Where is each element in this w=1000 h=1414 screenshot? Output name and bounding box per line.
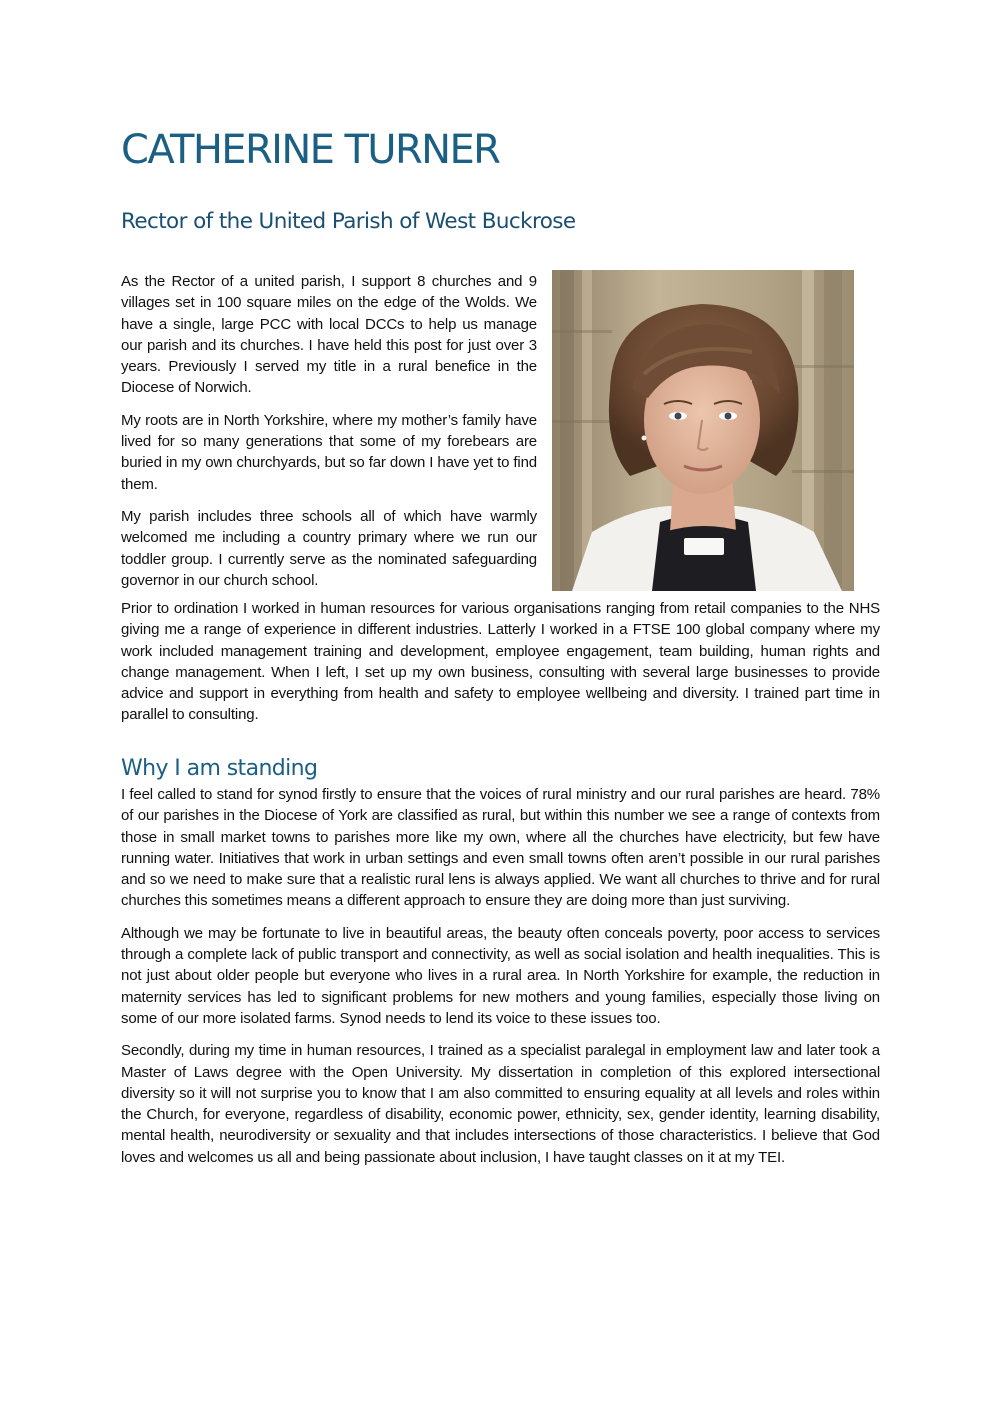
portrait-illustration: [552, 270, 854, 591]
standing-paragraph: Although we may be fortunate to live in beautiful areas, the beauty often conceals poverty, poor access to services through a complete lack of public transport and connectivity, as well as social isolation and health inequalities. This is not just about older people but everyone who lives in a rural area. In North Yorkshire for example, the reduction in maternity services has led to significant problems for new mothers and young families, especially those living on some of our more isolated farms. Synod needs to lend its voice to these issues too.: [121, 924, 880, 1027]
standing-section: [121, 754, 880, 1179]
background-paragraph: Prior to ordination I worked in human resources for various organisations ranging from retail companies to the NHS giving me a range of experience in different industries. Latterly I worked in a FTSE 100 global company where my work included management training and development, employee engagement, team building, human rights and change management. When I left, I set up my own business, consulting with several large businesses to provide advice and support in everything from health and safety to employee wellbeing and diversity. I trained part time in parallel to consulting.: [121, 600, 880, 724]
intro-paragraph: As the Rector of a united parish, I support 8 churches and 9 villages set in 100 square miles on the edge of the Wolds. We have a single, large PCC with local DCCs to help us manage our parish and its churches. I have held this post for just over 3 years. Previously I served my title in a rural benefice in the Diocese of Norwich.: [121, 273, 537, 397]
candidate-role: Rector of the United Parish of West Buckrose: [121, 209, 576, 234]
portrait-photo: [552, 270, 854, 591]
candidate-name: CATHERINE TURNER: [121, 127, 500, 173]
section-heading: Why I am standing: [121, 756, 318, 781]
intro-column: [121, 271, 537, 602]
background-section: [121, 598, 880, 737]
intro-paragraph: My parish includes three schools all of which have warmly welcomed me including a country primary where we run our toddler group. I currently serve as the nominated safeguarding governor in our church school.: [121, 507, 537, 589]
standing-paragraph: I feel called to stand for synod firstly to ensure that the voices of rural ministry and our rural parishes are heard. 78% of our parishes in the Diocese of York are classified as rural, but within this number we see a range of contexts from those in small market towns to parishes more like my own, where all the churches have electricity, but few have running water. Initiatives that work in urban settings and even small towns often aren’t possible in our rural parishes and so we need to make sure that a realistic rural lens is always applied. We want all churches to thrive and for rural churches this sometimes means a different approach to ensure they are doing more than just surviving.: [121, 786, 880, 910]
intro-paragraph: My roots are in North Yorkshire, where my mother’s family have lived for so many generations that some of my forebears are buried in my own churchyards, but so far down I have yet to find them.: [121, 411, 537, 493]
standing-paragraph: Secondly, during my time in human resources, I trained as a specialist paralegal in employment law and later took a Master of Laws degree with the Open University. My dissertation in completion of this explored intersectional diversity so it will not surprise you to know that I am also committed to ensuring equality at all levels and roles within the Church, for everyone, regardless of disability, economic power, ethnicity, sex, gender identity, learning disability, mental health, neurodiversity or sexuality and that includes intersections of those characteristics. I believe that God loves and welcomes us all and being passionate about inclusion, I have taught classes on it at my TEI.: [121, 1042, 880, 1166]
